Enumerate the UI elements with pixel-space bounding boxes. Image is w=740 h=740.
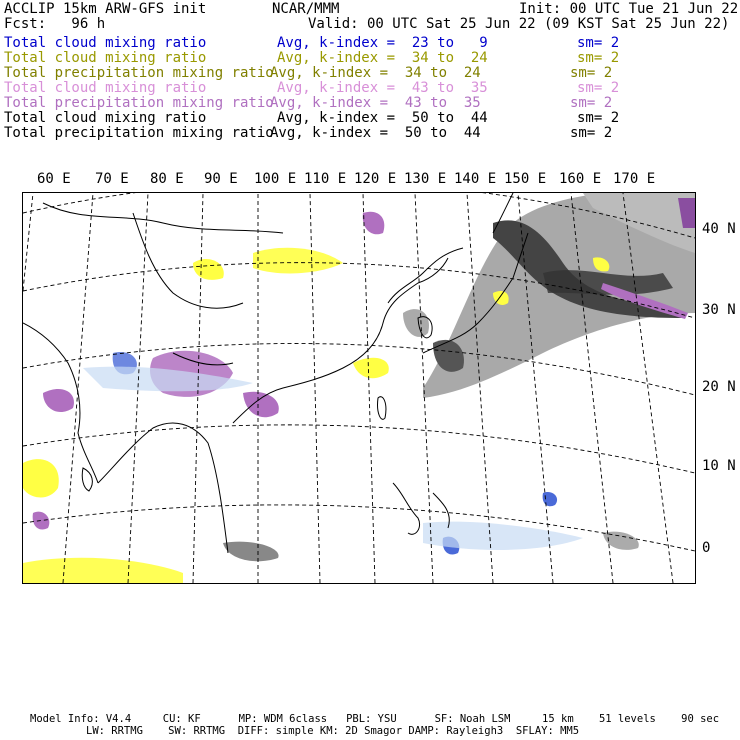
lon-label: 60 E <box>37 171 71 187</box>
legend-avg: Avg, k-index = 34 to 24 <box>270 65 481 81</box>
legend-sm: sm= 2 <box>577 110 620 126</box>
init-time: Init: 00 UTC Tue 21 Jun 22 <box>519 1 739 17</box>
lon-label: 160 E <box>559 171 602 187</box>
lon-label: 120 E <box>354 171 397 187</box>
model-info-line1: Model Info: V4.4 CU: KF MP: WDM 6class PBL: YSU SF: Noah LSM 15 km 51 levels 90 sec <box>30 713 720 725</box>
legend-sm: sm= 2 <box>570 65 613 81</box>
legend-avg: Avg, k-index = 50 to 44 <box>270 125 481 141</box>
legend-avg: Avg, k-index = 23 to 9 <box>277 35 488 51</box>
legend-avg: Avg, k-index = 43 to 35 <box>277 80 488 96</box>
lon-label: 80 E <box>150 171 184 187</box>
lat-label: 20 N <box>702 379 736 395</box>
lon-label: 140 E <box>454 171 497 187</box>
lon-label: 170 E <box>613 171 656 187</box>
legend-field: Total precipitation mixing ratio <box>4 65 274 81</box>
cloud-shading <box>23 193 695 583</box>
model-info-line2: LW: RRTMG SW: RRTMG DIFF: simple KM: 2D Smagor DAMP: Rayleigh3 SFLAY: MM5 <box>86 725 580 737</box>
legend-sm: sm= 2 <box>570 125 613 141</box>
lat-label: 0 <box>702 540 711 556</box>
lat-label: 30 N <box>702 302 736 318</box>
lon-label: 110 E <box>304 171 347 187</box>
lon-label: 150 E <box>504 171 547 187</box>
lat-label: 40 N <box>702 221 736 237</box>
legend-field: Total cloud mixing ratio <box>4 80 207 96</box>
lon-label: 130 E <box>404 171 447 187</box>
legend-avg: Avg, k-index = 50 to 44 <box>277 110 488 126</box>
legend-avg: Avg, k-index = 34 to 24 <box>277 50 488 66</box>
lon-label: 70 E <box>95 171 129 187</box>
legend-avg: Avg, k-index = 43 to 35 <box>270 95 481 111</box>
org-label: NCAR/MMM <box>272 1 340 17</box>
legend-sm: sm= 2 <box>570 95 613 111</box>
lon-label: 100 E <box>254 171 297 187</box>
title: ACCLIP 15km ARW-GFS init <box>4 1 207 17</box>
legend-field: Total cloud mixing ratio <box>4 50 207 66</box>
valid-time: Valid: 00 UTC Sat 25 Jun 22 (09 KST Sat 25 Jun 22) <box>308 16 730 32</box>
legend-sm: sm= 2 <box>577 80 620 96</box>
map-panel <box>22 192 696 584</box>
lon-label: 90 E <box>204 171 238 187</box>
legend-sm: sm= 2 <box>577 50 620 66</box>
forecast-hour: Fcst: 96 h <box>4 16 106 32</box>
legend-field: Total cloud mixing ratio <box>4 110 207 126</box>
legend-field: Total cloud mixing ratio <box>4 35 207 51</box>
legend-sm: sm= 2 <box>577 35 620 51</box>
legend-field: Total precipitation mixing ratio <box>4 95 274 111</box>
lat-label: 10 N <box>702 458 736 474</box>
map-svg <box>23 193 695 583</box>
legend-field: Total precipitation mixing ratio <box>4 125 274 141</box>
